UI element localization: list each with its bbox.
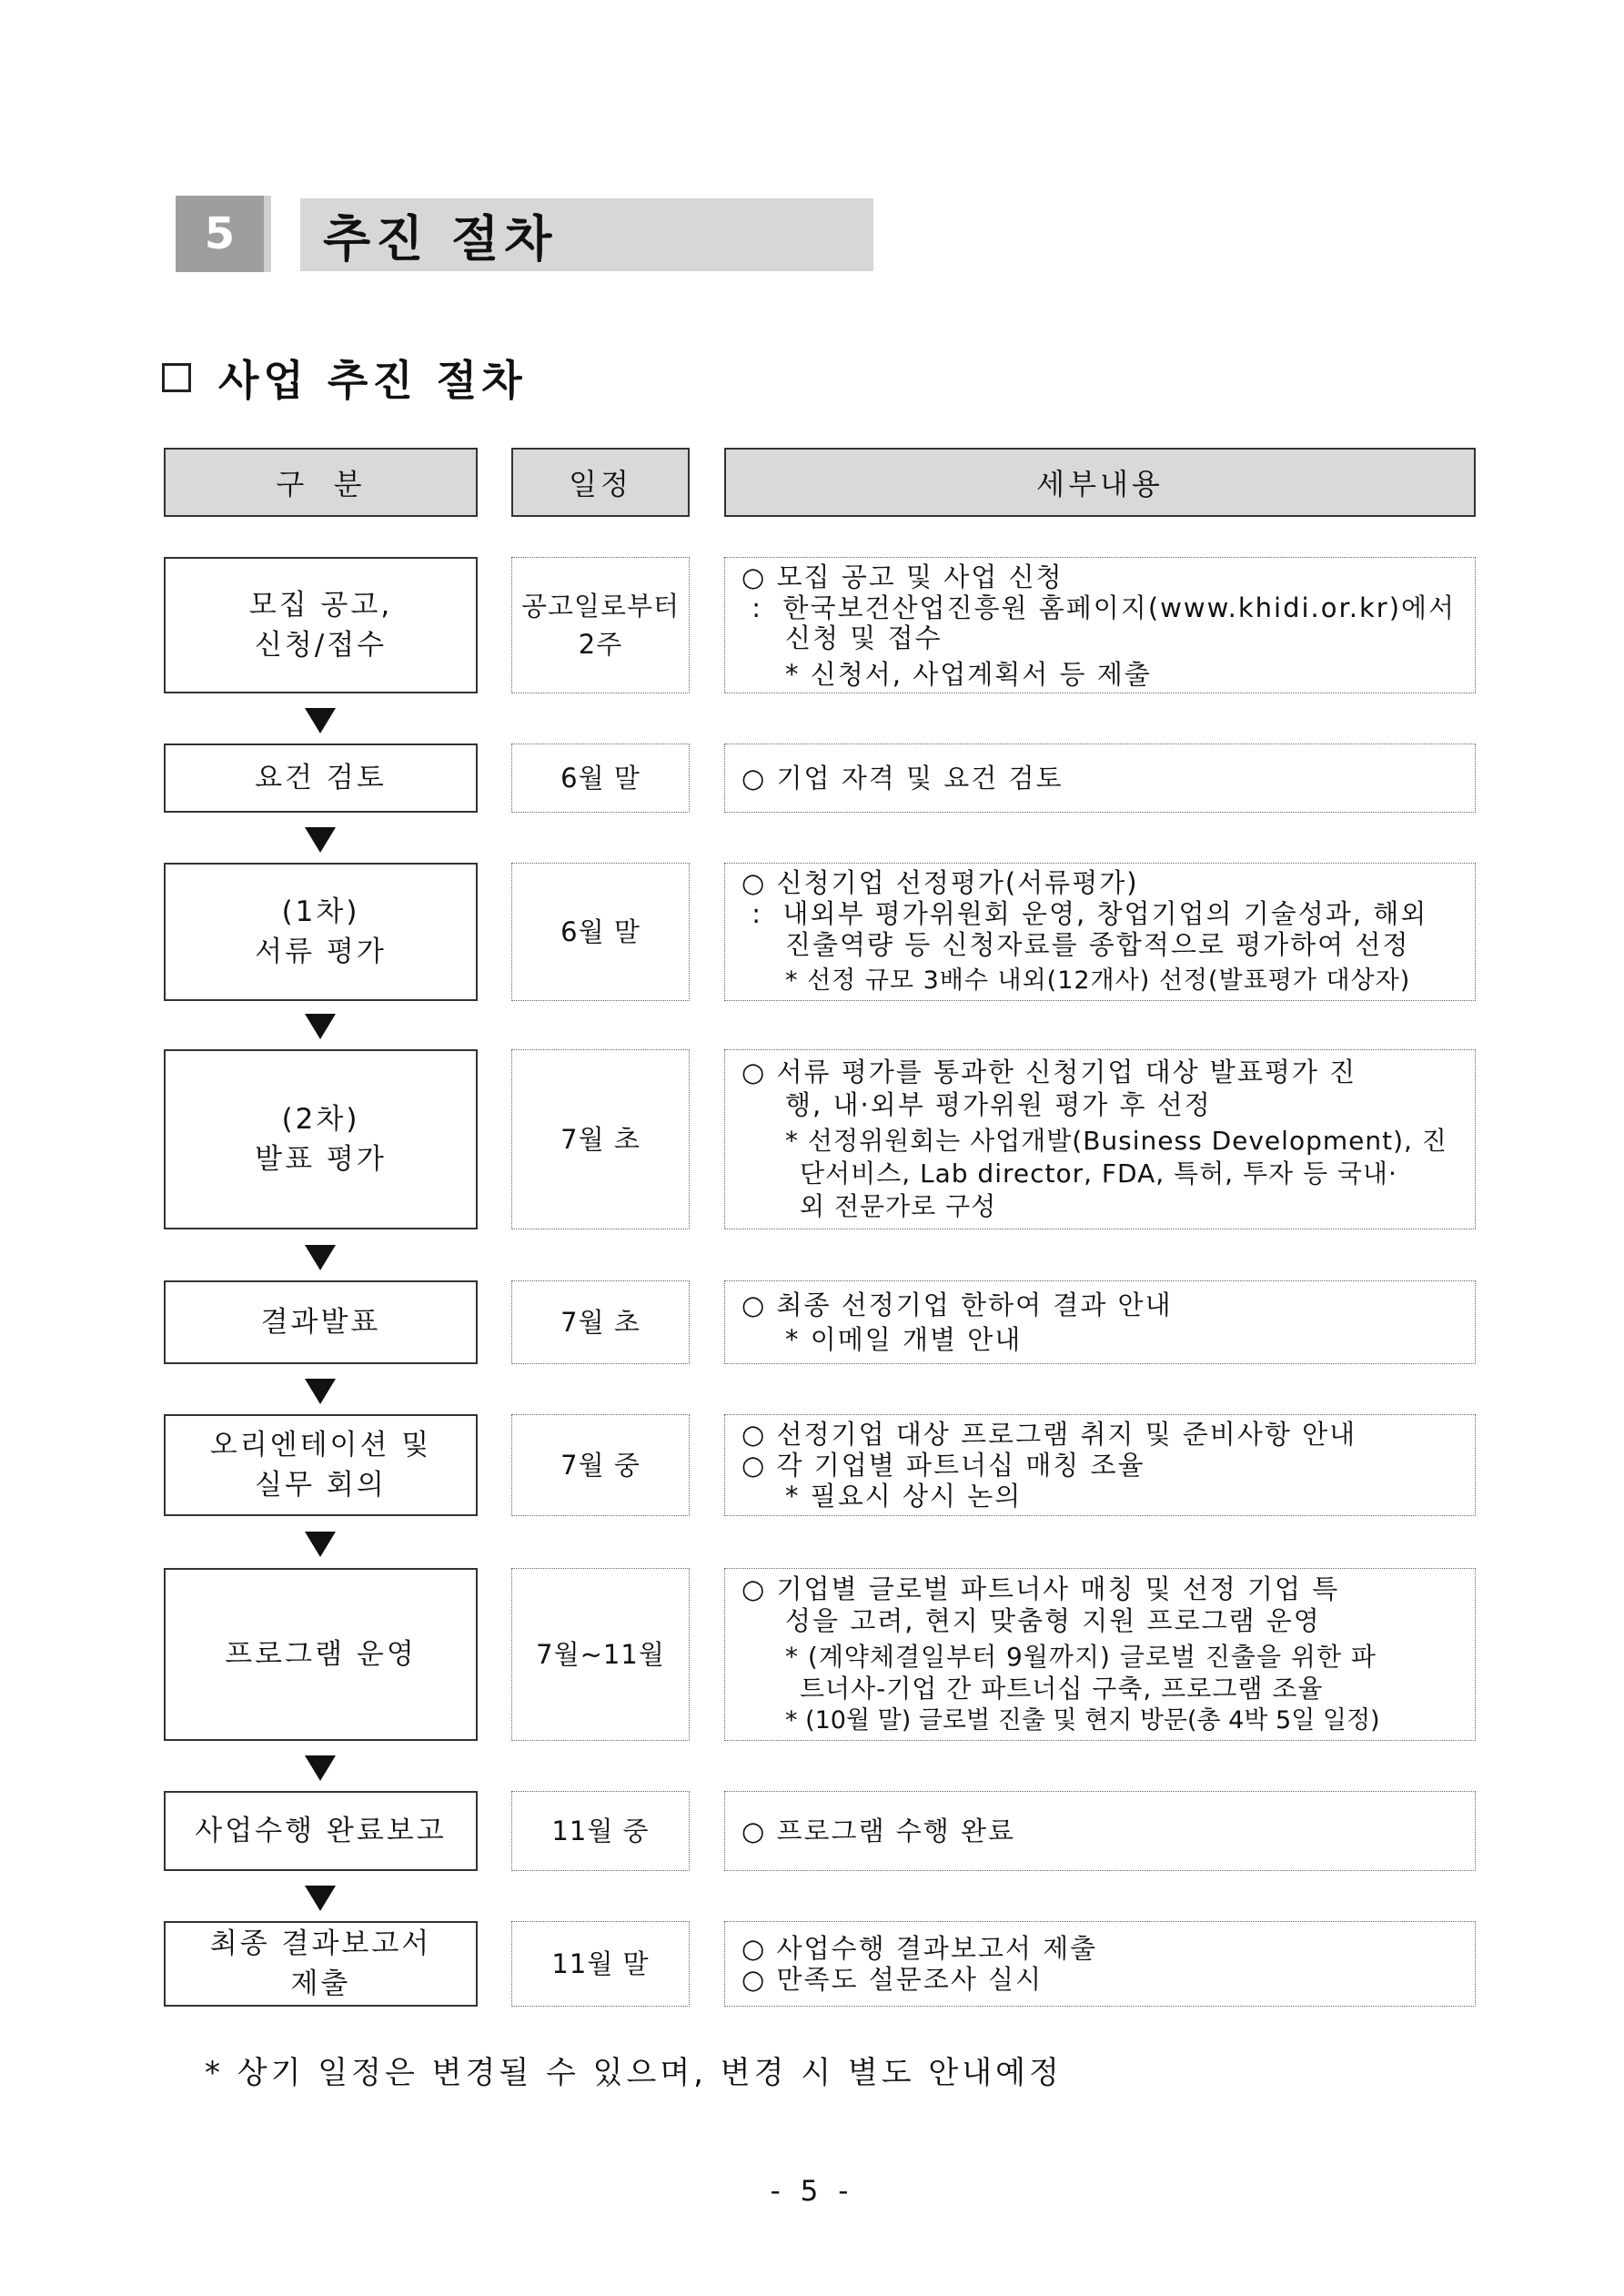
detail-line: * 필요시 상시 논의 — [785, 1481, 1023, 1512]
detail-line: ○ 기업별 글로벌 파트너사 매칭 및 선정 기업 특 — [741, 1573, 1340, 1604]
row-details — [724, 1568, 1476, 1741]
row-details — [724, 743, 1476, 813]
schedule-line: 2주 — [578, 629, 623, 660]
row-category — [164, 1921, 478, 2007]
row-category — [164, 1049, 478, 1229]
subsection-heading — [162, 348, 527, 408]
row-category — [164, 1791, 478, 1871]
row-details — [724, 1280, 1476, 1364]
detail-line: * 선정 규모 3배수 내외(12개사) 선정(발표평가 대상자) — [785, 966, 1411, 995]
category-line: 발표 평가 — [255, 1143, 387, 1176]
section-title-bar — [300, 198, 873, 271]
row-schedule — [511, 557, 690, 693]
down-arrow-icon — [305, 1245, 336, 1270]
detail-line: ○ 선정기업 대상 프로그램 취지 및 준비사항 안내 — [741, 1419, 1357, 1450]
schedule-line: 6월 말 — [560, 916, 641, 947]
detail-line: : 내외부 평가위원회 운영, 창업기업의 기술성과, 해외 — [741, 898, 1428, 929]
category-line: 사업수행 완료보고 — [195, 1815, 447, 1847]
footnote: * 상기 일정은 변경될 수 있으며, 변경 시 별도 안내예정 — [205, 2055, 1063, 2091]
column-header-category: 구 분 — [164, 448, 478, 517]
detail-line: ○ 기업 자격 및 요건 검토 — [741, 763, 1064, 794]
detail-line: 외 전문가로 구성 — [800, 1191, 997, 1221]
down-arrow-icon — [305, 708, 336, 733]
row-category — [164, 557, 478, 693]
row-category — [164, 743, 478, 813]
row-schedule — [511, 1049, 690, 1229]
row-details — [724, 1049, 1476, 1229]
row-schedule — [511, 863, 690, 1001]
schedule-line: 6월 말 — [560, 763, 641, 794]
row-schedule — [511, 1791, 690, 1871]
detail-line: 행, 내·외부 평가위원 평가 후 선정 — [785, 1089, 1212, 1120]
detail-line: : 한국보건산업진흥원 홈페이지(www.khidi.or.kr)에서 — [741, 592, 1457, 622]
category-line: 제출 — [290, 1967, 351, 2000]
detail-line: 단서비스, Lab director, FDA, 특허, 투자 등 국내· — [800, 1158, 1397, 1188]
detail-line: 신청 및 접수 — [785, 622, 943, 653]
detail-line: * 선정위원회는 사업개발(Business Development), 진 — [785, 1126, 1447, 1156]
detail-line: 진출역량 등 신청자료를 종합적으로 평가하여 선정 — [785, 929, 1410, 960]
category-line: 모집 공고, — [248, 589, 393, 622]
detail-line: 성을 고려, 현지 맞춤형 지원 프로그램 운영 — [785, 1604, 1321, 1636]
down-arrow-icon — [305, 1886, 336, 1911]
down-arrow-icon — [305, 1532, 336, 1557]
detail-line: ○ 만족도 설문조사 실시 — [741, 1964, 1044, 1995]
down-arrow-icon — [305, 1014, 336, 1039]
detail-line: ○ 프로그램 수행 완료 — [741, 1816, 1016, 1846]
section-number: 5 — [176, 196, 271, 272]
section-title: 추진 절차 — [323, 209, 558, 268]
row-schedule — [511, 1921, 690, 2007]
category-line: (2차) — [281, 1103, 360, 1136]
row-details — [724, 1414, 1476, 1516]
detail-line: ○ 각 기업별 파트너십 매칭 조율 — [741, 1450, 1145, 1481]
checkbox-icon — [162, 363, 191, 392]
row-details — [724, 557, 1476, 693]
category-line: (1차) — [281, 895, 360, 928]
detail-line: 트너사-기업 간 파트너십 구축, 프로그램 조율 — [800, 1673, 1324, 1704]
detail-line: ○ 사업수행 결과보고서 제출 — [741, 1933, 1098, 1964]
subsection-title: 사업 추진 절차 — [218, 356, 527, 405]
category-line: 신청/접수 — [254, 629, 388, 662]
row-category — [164, 1280, 478, 1364]
schedule-line: 7월 초 — [560, 1124, 641, 1155]
row-category — [164, 1414, 478, 1516]
category-line: 최종 결과보고서 — [209, 1927, 432, 1960]
row-schedule — [511, 1568, 690, 1741]
detail-line: ○ 신청기업 선정평가(서류평가) — [741, 867, 1139, 898]
row-schedule — [511, 1414, 690, 1516]
down-arrow-icon — [305, 1379, 336, 1404]
detail-line: * (계약체결일부터 9월까지) 글로벌 진출을 위한 파 — [785, 1641, 1377, 1672]
detail-line: ○ 서류 평가를 통과한 신청기업 대상 발표평가 진 — [741, 1057, 1357, 1087]
detail-line: * 신청서, 사업계획서 등 제출 — [785, 658, 1152, 689]
schedule-line: 7월~11월 — [536, 1639, 665, 1670]
category-line: 결과발표 — [260, 1306, 381, 1339]
row-details — [724, 1791, 1476, 1871]
detail-line: ○ 최종 선정기업 한하여 결과 안내 — [741, 1290, 1173, 1320]
column-header-details: 세부내용 — [724, 448, 1476, 517]
detail-line: * (10월 말) 글로벌 진출 및 현지 방문(총 4박 5일 일정) — [785, 1705, 1380, 1735]
down-arrow-icon — [305, 827, 336, 853]
category-line: 서류 평가 — [255, 936, 387, 968]
schedule-line: 7월 초 — [560, 1307, 641, 1338]
row-details — [724, 1921, 1476, 2007]
row-category — [164, 863, 478, 1001]
detail-line: * 이메일 개별 안내 — [785, 1324, 1023, 1355]
detail-line: ○ 모집 공고 및 사업 신청 — [741, 561, 1064, 592]
category-line: 오리엔테이션 및 — [209, 1429, 432, 1462]
schedule-line: 공고일로부터 — [520, 591, 681, 622]
schedule-line: 11월 중 — [551, 1816, 650, 1846]
category-line: 실무 회의 — [255, 1469, 387, 1502]
category-line: 프로그램 운영 — [225, 1638, 417, 1671]
schedule-line: 11월 말 — [551, 1948, 650, 1979]
row-category — [164, 1568, 478, 1741]
row-schedule — [511, 1280, 690, 1364]
row-details — [724, 863, 1476, 1001]
schedule-line: 7월 중 — [560, 1450, 641, 1481]
down-arrow-icon — [305, 1755, 336, 1781]
page-number: - 5 - — [770, 2175, 854, 2208]
row-schedule — [511, 743, 690, 813]
category-line: 요건 검토 — [255, 762, 387, 794]
column-header-schedule: 일정 — [511, 448, 690, 517]
